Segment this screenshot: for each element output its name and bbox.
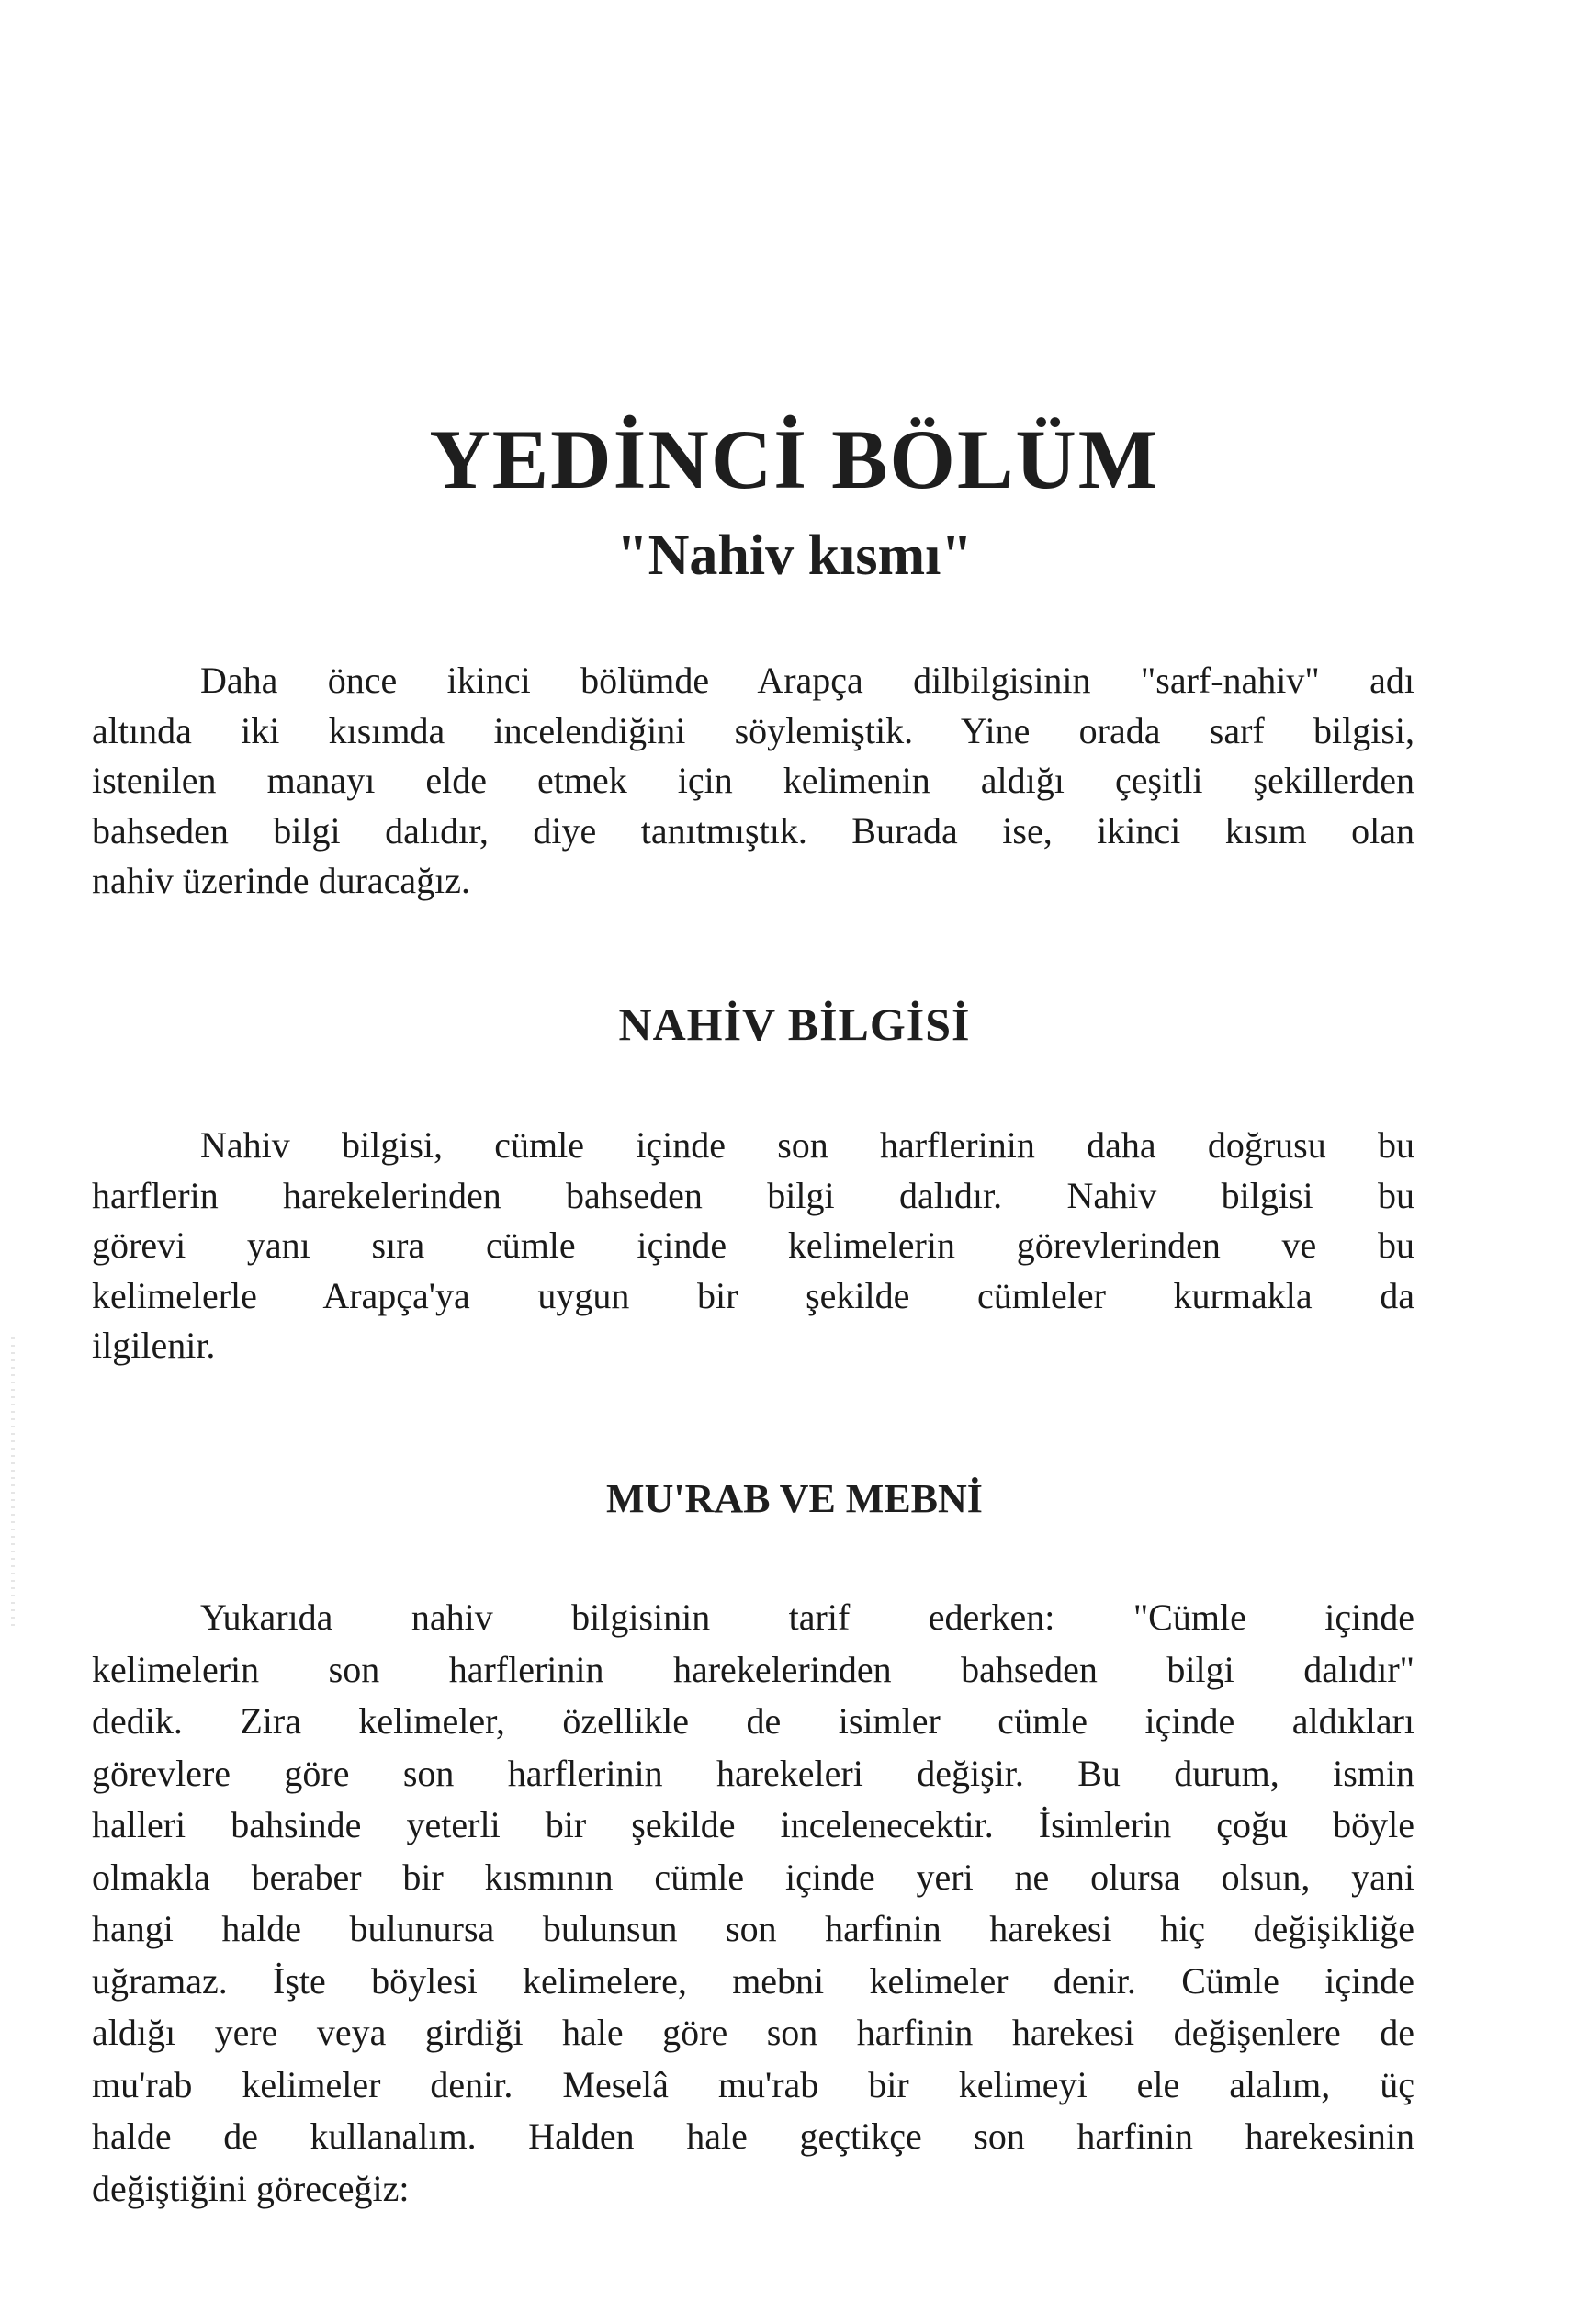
paragraph-line: halde de kullanalım. Halden hale geçtikçe son harfinin harekesinin xyxy=(92,2115,1414,2157)
paragraph-line: Nahiv bilgisi, cümle içinde son harflerinin daha doğrusu bu xyxy=(200,1124,1414,1166)
paragraph-line: mu'rab kelimeler denir. Meselâ mu'rab bir kelimeyi ele alalım, üç xyxy=(92,2063,1414,2105)
paragraph-line: altında iki kısımda incelendiğini söylemiştik. Yine orada sarf bilgisi, xyxy=(92,709,1414,751)
section-heading-nahiv: NAHİV BİLGİSİ xyxy=(618,998,971,1050)
paragraph-line: görevlere göre son harflerinin harekeleri değişir. Bu durum, ismin xyxy=(92,1752,1414,1794)
paragraph-line: harflerin harekelerinden bahseden bilgi dalıdır. Nahiv bilgisi bu xyxy=(92,1174,1414,1216)
paragraph-line: aldığı yere veya girdiği hale göre son harfinin harekesi değişenlere de xyxy=(92,2012,1414,2053)
paragraph-line: nahiv üzerinde duracağız. xyxy=(92,860,471,901)
paragraph-line: kelimelerle Arapça'ya uygun bir şekilde cümleler kurmakla da xyxy=(92,1274,1414,1316)
paragraph-line: olmakla beraber bir kısmının cümle içinde yeri ne olursa olsun, yani xyxy=(92,1856,1414,1898)
paragraph-line: Daha önce ikinci bölümde Arapça dilbilgisinin "sarf-nahiv" adı xyxy=(200,660,1414,701)
paragraph-line: Yukarıda nahiv bilgisinin tarif ederken: "Cümle içinde xyxy=(200,1596,1414,1638)
section-heading-murab: MU'RAB VE MEBNİ xyxy=(606,1476,983,1521)
paragraph-line: bahseden bilgi dalıdır, diye tanıtmıştık. Burada ise, ikinci kısım olan xyxy=(92,809,1414,852)
paragraph-line: halleri bahsinde yeterli bir şekilde incelenecektir. İsimlerin çoğu böyle xyxy=(92,1804,1414,1845)
paragraph-line: değiştiğini göreceğiz: xyxy=(92,2167,410,2209)
paragraph-line: istenilen manayı elde etmek için kelimenin aldığı çeşitli şekillerden xyxy=(92,760,1414,801)
paragraph-line: uğramaz. İşte böylesi kelimelere, mebni kelimeler denir. Cümle içinde xyxy=(92,1959,1414,2002)
chapter-subtitle: "Nahiv kısmı" xyxy=(616,525,973,587)
paragraph-line: ilgilenir. xyxy=(92,1325,216,1366)
chapter-title: YEDİNCİ BÖLÜM xyxy=(429,412,1160,506)
intro-paragraph xyxy=(92,656,1414,907)
paragraph-line: kelimelerin son harflerinin harekelerinden bahseden bilgi dalıdır" xyxy=(92,1648,1414,1690)
paragraph-line: hangi halde bulunursa bulunsun son harfinin harekesi hiç değişikliğe xyxy=(92,1908,1414,1949)
nahiv-paragraph xyxy=(92,1121,1414,1371)
murab-paragraph xyxy=(92,1592,1414,2215)
paragraph-line: görevi yanı sıra cümle içinde kelimelerin görevlerinden ve bu xyxy=(92,1224,1414,1266)
paragraph-line: dedik. Zira kelimeler, özellikle de isimler cümle içinde aldıkları xyxy=(92,1700,1414,1742)
